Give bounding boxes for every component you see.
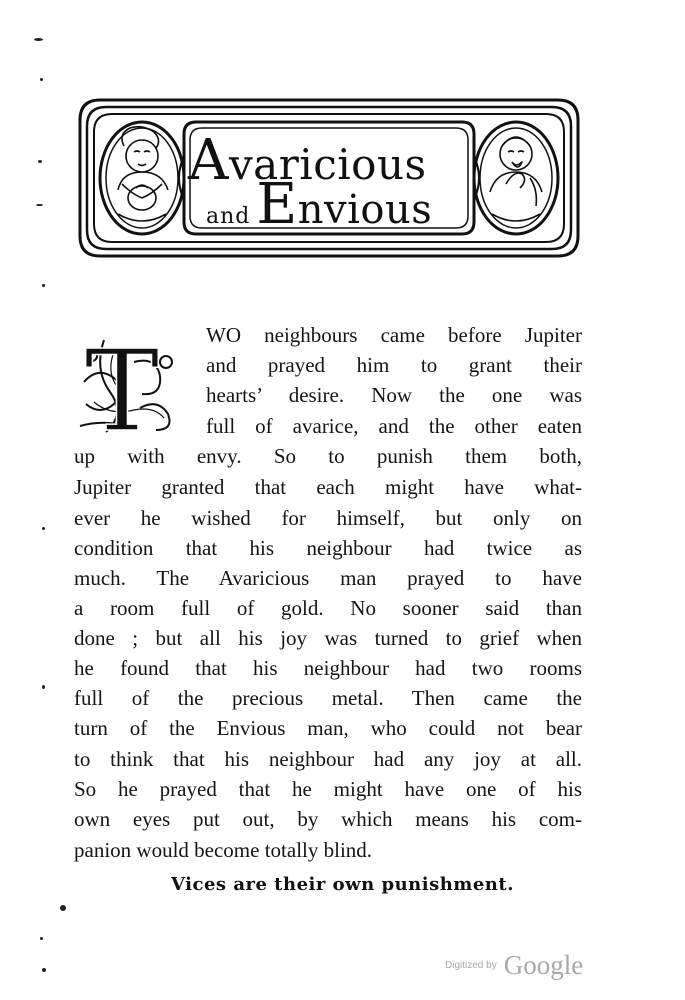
- title-word-avaricious: varicious: [228, 140, 427, 189]
- margin-speck: [40, 937, 43, 940]
- margin-speck: [42, 968, 46, 972]
- moral-line: Vices are their own punishment.: [171, 874, 514, 895]
- text-line: own eyes put out, by which means his com-: [74, 807, 582, 831]
- margin-speck: [42, 685, 45, 689]
- text-line: to think that his neighbour had any joy at all.: [74, 747, 582, 771]
- margin-speck: [34, 38, 43, 41]
- watermark-label: Digitized by: [445, 960, 497, 971]
- title-word-and: and: [206, 204, 251, 229]
- digitized-watermark: [445, 950, 583, 981]
- drop-cap-ornament: [74, 322, 188, 440]
- text-line: done ; but all his joy was turned to grief when: [74, 626, 582, 650]
- text-line: up with envy. So to punish them both,: [74, 444, 582, 468]
- margin-speck: [38, 160, 42, 163]
- text-line: WO neighbours came before Jupiter: [206, 323, 582, 347]
- margin-speck: [60, 905, 66, 911]
- margin-speck: [40, 78, 43, 81]
- text-line: full of avarice, and the other eaten: [206, 414, 582, 438]
- text-line: a room full of gold. No sooner said than: [74, 596, 582, 620]
- margin-speck: [42, 527, 45, 530]
- text-line: he found that his neighbour had two rooms: [74, 656, 582, 680]
- text-line: So he prayed that he might have one of his: [74, 777, 582, 801]
- text-line-last: panion would become totally blind.: [74, 838, 373, 862]
- margin-speck: [42, 284, 45, 287]
- text-line: hearts’ desire. Now the one was: [206, 383, 582, 407]
- text-line: full of the precious metal. Then came the: [74, 686, 582, 710]
- drop-cap-letter: T: [84, 327, 160, 440]
- text-line: condition that his neighbour had twice as: [74, 536, 582, 560]
- title-cap-a: A: [188, 128, 229, 193]
- text-line: much. The Avaricious man prayed to have: [74, 566, 582, 590]
- title-word-envious: nvious: [297, 187, 433, 233]
- text-line: turn of the Envious man, who could not bear: [74, 716, 582, 740]
- left-medallion: [100, 122, 184, 234]
- title-cap-e: E: [256, 172, 298, 237]
- envious-figure-icon: [490, 137, 542, 221]
- avaricious-figure-icon: [118, 127, 168, 221]
- margin-speck: [36, 204, 43, 206]
- text-line: Jupiter granted that each might have what-: [74, 475, 582, 499]
- right-medallion: [474, 122, 558, 234]
- title-line-envious: [206, 172, 432, 237]
- google-logo: Google: [503, 950, 584, 980]
- text-line: and prayed him to grant their: [206, 353, 582, 377]
- text-line: ever he wished for himself, but only on: [74, 506, 582, 530]
